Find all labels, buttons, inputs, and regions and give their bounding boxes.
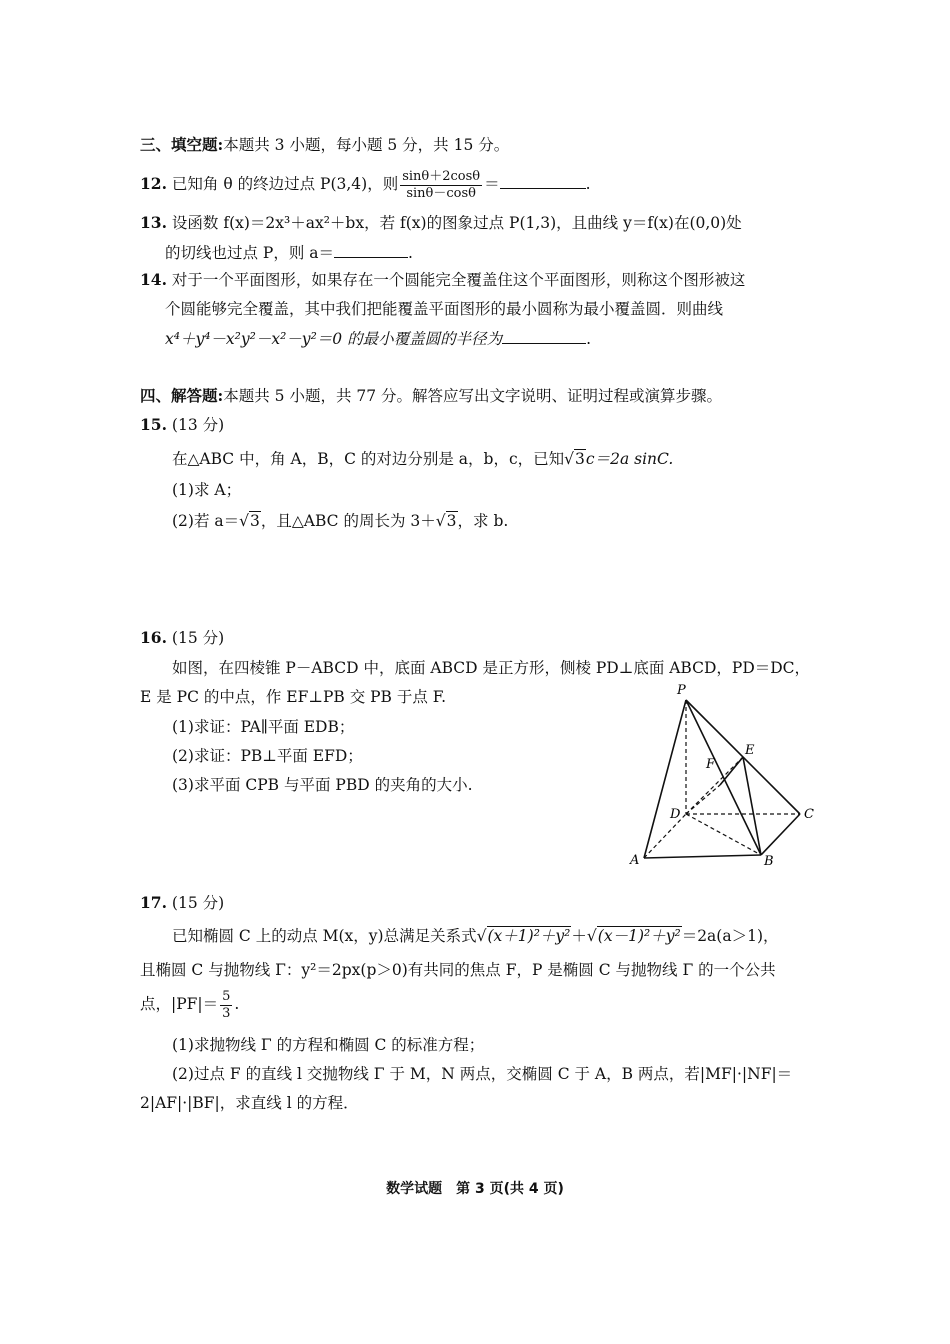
question-16-part-2	[172, 745, 363, 767]
question-17-part-2-line-2	[140, 1092, 359, 1114]
section-desc: 本题共 5 小题，共 77 分。解答应写出文字说明、证明过程或演算步骤。	[223, 387, 723, 405]
page-footer: 数学试题 第 3 页(共 4 页)	[386, 1181, 564, 1197]
question-number: 17.	[140, 893, 167, 912]
question-text: 且椭圆 C 与抛物线 Γ：y²＝2px(p＞0)有共同的焦点 F，P 是椭圆 C 与抛物线 Γ 的一个公共	[140, 961, 776, 979]
fraction-denominator: sinθ－cosθ	[406, 185, 476, 201]
question-score: (13 分)	[171, 416, 225, 434]
question-17-header	[140, 892, 224, 914]
sqrt-radicand: 3	[250, 512, 260, 530]
question-15-part-1	[172, 479, 241, 501]
question-text: 已知角 θ 的终边过点 P(3,4)，则	[171, 175, 399, 193]
vertex-label-b: B	[764, 854, 774, 869]
section-label: 三、填空题:	[140, 135, 224, 154]
question-17-part-2-line-1	[172, 1063, 792, 1085]
plus-sign: ＋	[571, 927, 587, 945]
vertex-label-f: F	[706, 757, 716, 772]
part-text: (2)若 a＝	[172, 512, 240, 530]
answer-blank[interactable]	[334, 241, 408, 258]
question-text: c＝2a sinC.	[585, 450, 674, 468]
part-text: (2)求证：PB⊥平面 EFD；	[172, 747, 363, 765]
question-14-line-1	[140, 269, 745, 291]
question-12	[140, 166, 591, 202]
equals-sign: ＝	[484, 175, 500, 193]
question-15-header	[140, 414, 224, 436]
question-text: 如图，在四棱锥 P－ABCD 中，底面 ABCD 是正方形，侧棱 PD⊥底面 ABCD，PD＝DC，	[172, 659, 811, 677]
question-13-line-1	[140, 212, 742, 234]
part-text: (1)求 A；	[172, 481, 242, 499]
sqrt-radicand: 3	[575, 450, 585, 468]
pyramid-figure	[620, 680, 830, 870]
question-text: 的切线也过点 P，则 a＝	[165, 244, 335, 262]
question-number: 16.	[140, 628, 167, 647]
period: .	[586, 330, 592, 348]
part-text: 2|AF|·|BF|，求直线 l 的方程．	[140, 1094, 359, 1112]
question-number: 15.	[140, 415, 167, 434]
sqrt-radicand: (x＋1)²＋y²	[487, 927, 571, 945]
sqrt-radicand: 3	[446, 512, 457, 530]
question-16-part-3	[172, 774, 473, 796]
period: .	[234, 995, 240, 1013]
question-text: x⁴＋y⁴－x²y²－x²－y²＝0 的最小覆盖圆的半径为	[165, 330, 503, 348]
section-label: 四、解答题:	[140, 386, 224, 405]
part-text: (1)求抛物线 Γ 的方程和椭圆 C 的标准方程；	[172, 1036, 485, 1054]
fraction-denominator: 3	[222, 1005, 231, 1021]
question-14-line-2	[165, 298, 723, 320]
question-15-line-1: 在△ABC 中，角 A，B，C 的对边分别是 a，b，c，已知√3c＝2a sinC.	[172, 450, 674, 468]
part-text: (2)过点 F 的直线 l 交抛物线 Γ 于 M，N 两点，交椭圆 C 于 A，B 两点，若|MF|·|NF|＝	[172, 1065, 793, 1083]
vertex-label-c: C	[804, 807, 814, 822]
vertex-label-p: P	[677, 683, 686, 698]
question-text: 在△ABC 中，角 A，B，C 的对边分别是 a，b，c，已知	[172, 450, 565, 468]
answer-blank[interactable]	[502, 327, 586, 344]
question-17-part-1	[172, 1034, 484, 1056]
question-number: 14.	[140, 270, 167, 289]
section-desc: 本题共 3 小题，每小题 5 分，共 15 分。	[223, 136, 510, 154]
question-17-line-3	[140, 986, 239, 1022]
vertex-label-d: D	[670, 807, 681, 822]
question-score: (15 分)	[171, 894, 225, 912]
period: .	[408, 244, 413, 262]
sqrt-radicand: (x－1)²＋y²	[597, 927, 681, 945]
vertex-label-e: E	[745, 743, 755, 758]
answer-blank[interactable]	[500, 172, 586, 189]
vertex-label-a: A	[630, 853, 640, 868]
part-text: (1)求证：PA∥平面 EDB；	[172, 718, 355, 736]
question-text: 个圆能够完全覆盖，其中我们把能覆盖平面图形的最小圆称为最小覆盖圆．则曲线	[165, 300, 724, 318]
question-text: E 是 PC 的中点，作 EF⊥PB 交 PB 于点 F.	[140, 688, 447, 706]
question-16-line-2	[140, 686, 446, 708]
question-text: 对于一个平面图形，如果存在一个圆能完全覆盖住这个平面图形，则称这个图形被这	[171, 271, 746, 289]
question-16-line-1	[172, 657, 810, 679]
fraction-numerator: 5	[222, 988, 231, 1004]
part-text: ，求 b.	[457, 512, 509, 530]
fraction	[400, 169, 482, 202]
question-13-line-2	[165, 241, 413, 264]
question-17-line-2	[140, 959, 776, 981]
question-17-line-1: 已知椭圆 C 上的动点 M(x，y)总满足关系式√(x＋1)²＋y²＋√(x－1)²＋y²＝2a(a＞1)，	[172, 927, 779, 945]
question-text: ＝2a(a＞1)，	[681, 927, 779, 945]
question-14-line-3	[165, 327, 591, 350]
part-text: ，且△ABC 的周长为 3＋	[260, 512, 436, 530]
period: .	[585, 175, 591, 193]
question-number: 12.	[140, 174, 167, 193]
fraction	[220, 989, 232, 1022]
question-number: 13.	[140, 213, 167, 232]
question-15-part-2: (2)若 a＝√3，且△ABC 的周长为 3＋√3，求 b.	[172, 512, 509, 530]
question-16-header	[140, 627, 224, 649]
question-text: 点，|PF|＝	[140, 995, 219, 1013]
question-text: 已知椭圆 C 上的动点 M(x，y)总满足关系式	[172, 927, 477, 945]
question-16-part-1	[172, 716, 354, 738]
part-text: (3)求平面 CPB 与平面 PBD 的夹角的大小.	[172, 776, 473, 794]
section-3-heading	[140, 134, 509, 156]
fraction-numerator: sinθ＋2cosθ	[402, 168, 481, 184]
section-4-heading	[140, 385, 722, 407]
question-text: 设函数 f(x)＝2x³＋ax²＋bx，若 f(x)的图象过点 P(1,3)，且曲线 y＝f(x)在(0,0)处	[171, 214, 742, 232]
question-score: (15 分)	[171, 629, 225, 647]
